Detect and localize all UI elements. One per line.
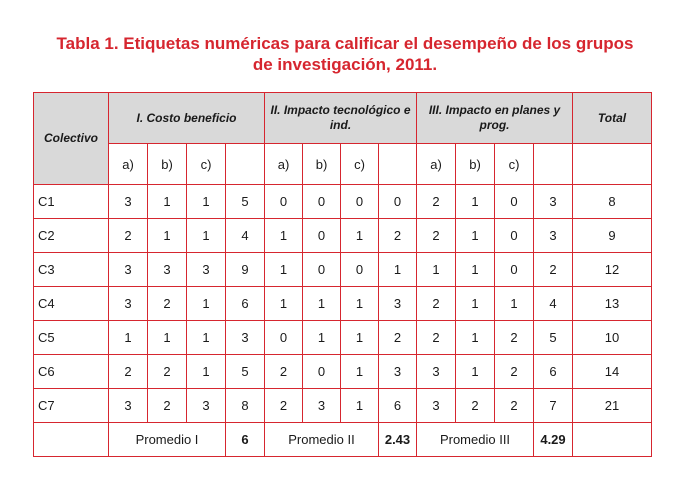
score-cell: 3 — [109, 253, 148, 287]
promedio-i-value: 6 — [226, 423, 265, 457]
score-cell: 2 — [265, 355, 303, 389]
promedio-ii-value: 2.43 — [379, 423, 417, 457]
score-cell: 2 — [495, 389, 534, 423]
total-cell: 9 — [573, 219, 652, 253]
table-title-line-1: Tabla 1. Etiquetas numéricas para calificar el desempeño de los grupos — [56, 34, 634, 53]
score-cell: 1 — [456, 287, 495, 321]
score-cell: 1 — [187, 287, 226, 321]
score-cell: 2 — [417, 287, 456, 321]
header-costo-beneficio: I. Costo beneficio — [109, 93, 265, 144]
subheader-b: b) — [303, 144, 341, 185]
score-cell: 1 — [303, 287, 341, 321]
score-cell: 1 — [109, 321, 148, 355]
table-title-line-2: de investigación, 2011. — [252, 55, 438, 74]
table-row — [34, 355, 652, 389]
score-cell: 1 — [265, 253, 303, 287]
score-cell: 1 — [456, 185, 495, 219]
header-row — [34, 93, 652, 144]
score-cell: 3 — [148, 253, 187, 287]
score-cell: 1 — [456, 253, 495, 287]
score-cell: 1 — [187, 321, 226, 355]
score-cell: 0 — [303, 355, 341, 389]
averages-blank — [573, 423, 652, 457]
subheader-a: a) — [265, 144, 303, 185]
subtotal-cell: 2 — [379, 219, 417, 253]
total-cell: 10 — [573, 321, 652, 355]
score-cell: 1 — [456, 355, 495, 389]
score-cell: 1 — [341, 355, 379, 389]
total-cell: 13 — [573, 287, 652, 321]
data-table — [33, 92, 652, 457]
score-cell: 1 — [187, 355, 226, 389]
subheader-blank — [226, 144, 265, 185]
subtotal-cell: 6 — [226, 287, 265, 321]
score-cell: 3 — [187, 253, 226, 287]
row-label: C3 — [34, 253, 109, 287]
subheader-b: b) — [148, 144, 187, 185]
subtotal-cell: 9 — [226, 253, 265, 287]
score-cell: 1 — [187, 219, 226, 253]
score-cell: 2 — [417, 321, 456, 355]
score-cell: 2 — [109, 355, 148, 389]
score-cell: 1 — [187, 185, 226, 219]
score-cell: 3 — [417, 389, 456, 423]
averages-row — [34, 423, 652, 457]
header-impacto-tecnologico: II. Impacto tecnológico e ind. — [265, 93, 417, 144]
subtotal-cell: 3 — [534, 219, 573, 253]
score-cell: 2 — [495, 355, 534, 389]
subtotal-cell: 1 — [379, 253, 417, 287]
score-cell: 3 — [109, 389, 148, 423]
subheader-b: b) — [456, 144, 495, 185]
score-cell: 1 — [148, 321, 187, 355]
score-cell: 0 — [303, 219, 341, 253]
subtotal-cell: 2 — [379, 321, 417, 355]
subtotal-cell: 2 — [534, 253, 573, 287]
score-cell: 0 — [495, 253, 534, 287]
score-cell: 1 — [148, 185, 187, 219]
table-row — [34, 389, 652, 423]
score-cell: 2 — [148, 389, 187, 423]
score-cell: 0 — [303, 185, 341, 219]
score-cell: 1 — [303, 321, 341, 355]
subtotal-cell: 7 — [534, 389, 573, 423]
subtotal-cell: 6 — [534, 355, 573, 389]
promedio-ii-label: Promedio II — [265, 423, 379, 457]
score-cell: 0 — [341, 185, 379, 219]
subtotal-cell: 6 — [379, 389, 417, 423]
subtotal-cell: 5 — [226, 355, 265, 389]
subheader-blank — [379, 144, 417, 185]
subheader-c: c) — [187, 144, 226, 185]
row-label: C2 — [34, 219, 109, 253]
score-cell: 0 — [303, 253, 341, 287]
score-cell: 1 — [495, 287, 534, 321]
score-cell: 2 — [456, 389, 495, 423]
row-label: C4 — [34, 287, 109, 321]
subtotal-cell: 8 — [226, 389, 265, 423]
header-total: Total — [573, 93, 652, 144]
table-row — [34, 321, 652, 355]
score-cell: 1 — [417, 253, 456, 287]
subheader-c: c) — [341, 144, 379, 185]
row-label: C6 — [34, 355, 109, 389]
score-cell: 0 — [495, 185, 534, 219]
subtotal-cell: 3 — [379, 287, 417, 321]
averages-blank — [34, 423, 109, 457]
score-cell: 0 — [265, 321, 303, 355]
subheader-blank — [573, 144, 652, 185]
subtotal-cell: 3 — [534, 185, 573, 219]
subheader-row — [34, 144, 652, 185]
subtotal-cell: 5 — [226, 185, 265, 219]
score-cell: 2 — [148, 287, 187, 321]
score-cell: 1 — [341, 321, 379, 355]
score-cell: 2 — [148, 355, 187, 389]
promedio-iii-value: 4.29 — [534, 423, 573, 457]
score-cell: 3 — [109, 287, 148, 321]
subtotal-cell: 3 — [379, 355, 417, 389]
score-cell: 2 — [265, 389, 303, 423]
subtotal-cell: 3 — [226, 321, 265, 355]
table-title — [0, 33, 690, 75]
promedio-iii-label: Promedio III — [417, 423, 534, 457]
score-cell: 2 — [417, 185, 456, 219]
subtotal-cell: 4 — [534, 287, 573, 321]
score-cell: 1 — [341, 219, 379, 253]
score-cell: 1 — [341, 287, 379, 321]
score-cell: 1 — [148, 219, 187, 253]
score-cell: 1 — [456, 321, 495, 355]
table-row — [34, 287, 652, 321]
subheader-a: a) — [417, 144, 456, 185]
table-row — [34, 219, 652, 253]
score-cell: 0 — [265, 185, 303, 219]
subheader-c: c) — [495, 144, 534, 185]
score-cell: 3 — [417, 355, 456, 389]
score-cell: 3 — [109, 185, 148, 219]
subtotal-cell: 0 — [379, 185, 417, 219]
subtotal-cell: 4 — [226, 219, 265, 253]
row-label: C1 — [34, 185, 109, 219]
score-cell: 2 — [495, 321, 534, 355]
score-cell: 2 — [109, 219, 148, 253]
subtotal-cell: 5 — [534, 321, 573, 355]
row-label: C5 — [34, 321, 109, 355]
score-cell: 3 — [303, 389, 341, 423]
score-cell: 1 — [265, 219, 303, 253]
table-row — [34, 253, 652, 287]
score-cell: 1 — [456, 219, 495, 253]
score-cell: 3 — [187, 389, 226, 423]
score-cell: 0 — [341, 253, 379, 287]
subheader-blank — [534, 144, 573, 185]
header-impacto-planes: III. Impacto en planes y prog. — [417, 93, 573, 144]
promedio-i-label: Promedio I — [109, 423, 226, 457]
score-cell: 2 — [417, 219, 456, 253]
table-row — [34, 185, 652, 219]
total-cell: 14 — [573, 355, 652, 389]
subheader-a: a) — [109, 144, 148, 185]
row-label: C7 — [34, 389, 109, 423]
score-cell: 1 — [265, 287, 303, 321]
total-cell: 21 — [573, 389, 652, 423]
score-cell: 1 — [341, 389, 379, 423]
total-cell: 8 — [573, 185, 652, 219]
header-colectivo: Colectivo — [34, 93, 109, 185]
score-cell: 0 — [495, 219, 534, 253]
total-cell: 12 — [573, 253, 652, 287]
